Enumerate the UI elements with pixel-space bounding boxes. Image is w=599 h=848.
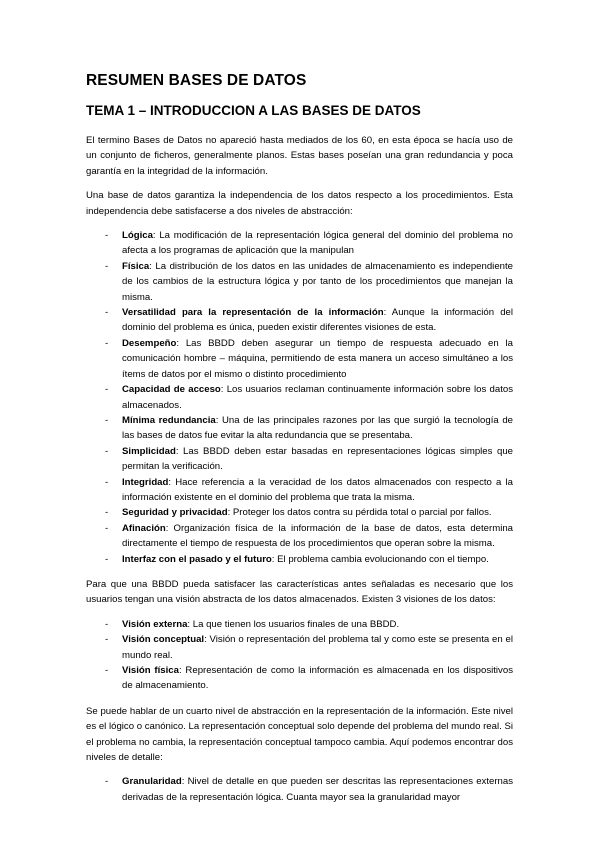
item-text: : Organización física de la información de la base de datos, esta determina directamente el tiempo de respuesta de los procedimientos que operan sobre la misma.: [122, 522, 513, 550]
item-term: Visión externa: [122, 618, 188, 630]
list-item: [86, 444, 513, 475]
item-term: Afinación: [122, 522, 166, 534]
item-text: : Los usuarios reclaman continuamente información sobre los datos almacenados.: [122, 384, 513, 411]
item-term: Seguridad y privacidad: [122, 507, 228, 519]
item-text: : Nivel de detalle en que pueden ser descritas las representaciones externas derivadas de la representación lógica. Cuanta mayor sea la granularidad mayor: [122, 776, 513, 803]
paragraph: El termino Bases de Datos no apareció hasta mediados de los 60, en esta época se hacía uso de un conjunto de ficheros, generalmente planos. Estas bases poseían una gran redundancia y poca garantía en la integridad de la información.: [86, 135, 513, 177]
item-text: : La que tienen los usuarios finales de una BBDD.: [187, 618, 400, 630]
item-term: Lógica: [122, 230, 153, 242]
list-item: [86, 475, 513, 506]
list-item: [86, 259, 513, 305]
item-term: Visión conceptual: [122, 634, 205, 646]
item-text: : Aunque la información del dominio del problema es única, pueden existir diferentes visiones de esta.: [122, 307, 514, 334]
item-term: Granularidad: [122, 776, 182, 788]
item-term: Versatilidad para la representación de la información: [122, 307, 384, 319]
bullet-list: [86, 228, 513, 567]
item-text: : La modificación de la representación lógica general del dominio del problema no afecta a los programas de aplicación que la manipulan: [122, 230, 513, 257]
list-item: [86, 632, 513, 663]
list-item: [86, 305, 513, 336]
item-text: : Las BBDD deben estar basadas en representaciones lógicas simples que permitan la verificación.: [122, 445, 513, 473]
item-text: : Hace referencia a la veracidad de los datos almacenados con respecto a la información existente en el dominio del problema que trata la misma.: [122, 476, 513, 503]
item-term: Integridad: [122, 476, 169, 488]
list-item: [86, 552, 513, 567]
bullet-list: [86, 774, 513, 805]
item-text: : Visión o representación del problema tal y como este se presenta en el mundo real.: [122, 634, 514, 661]
paragraph: Una base de datos garantiza la independencia de los datos respecto a los procedimientos. Esta independencia debe satisfacerse a dos niveles de abstracción:: [86, 190, 513, 217]
item-term: Interfaz con el pasado y el futuro: [122, 553, 272, 565]
item-text: : Las BBDD deben asegurar un tiempo de respuesta adecuado en la comunicación hombre – máquina, permitiendo de esta manera un acceso simultáneo a los ítems de datos por el mismo o distinto procedimiento: [122, 337, 513, 380]
paragraph: Para que una BBDD pueda satisfacer las características antes señaladas es necesario que los usuarios tengan una visión abstracta de los datos almacenados. Existen 3 visiones de los datos:: [86, 578, 513, 606]
document-title: RESUMEN BASES DE DATOS: [86, 72, 307, 89]
list-item: [86, 774, 513, 805]
section-heading: TEMA 1 – INTRODUCCION A LAS BASES DE DATOS: [86, 103, 421, 118]
item-term: Simplicidad: [122, 445, 176, 457]
list-item: [86, 228, 513, 259]
list-item: [86, 663, 513, 694]
item-term: Visión física: [122, 665, 179, 676]
paragraph: Se puede hablar de un cuarto nivel de abstracción en la representación de la información. Este nivel es el lógico o canónico. La representación conceptual solo depende del problema del mundo real. Si el problema no cambia, la representación conceptual tampoco cambia. Aquí podemos encontrar dos niveles de detalle:: [86, 705, 513, 764]
item-text: : El problema cambia evolucionando con el tiempo.: [271, 553, 489, 565]
list-item: [86, 617, 513, 632]
item-term: Desempeño: [122, 337, 177, 349]
item-text: : Representación de como la información es almacenada en los dispositivos de almacenamiento.: [122, 665, 513, 692]
list-item: [86, 382, 513, 413]
item-text: : La distribución de los datos en las unidades de almacenamiento es independiente de los cambios de la estructura lógica y por tanto de los procedimientos que manejan la misma.: [122, 260, 513, 303]
list-item: [86, 336, 513, 382]
item-term: Capacidad de acceso: [122, 384, 221, 396]
item-text: : Proteger los datos contra su pérdida total o parcial por fallos.: [227, 507, 492, 519]
list-item: [86, 521, 513, 552]
bullet-list: [86, 617, 513, 694]
list-item: [86, 505, 513, 520]
item-text: : Una de las principales razones por las que surgió la tecnología de las bases de datos fue evitar la alta redundancia que se presentaba.: [122, 414, 513, 442]
item-term: Mínima redundancia: [122, 414, 216, 426]
item-term: Física: [122, 260, 150, 272]
list-item: [86, 413, 513, 444]
